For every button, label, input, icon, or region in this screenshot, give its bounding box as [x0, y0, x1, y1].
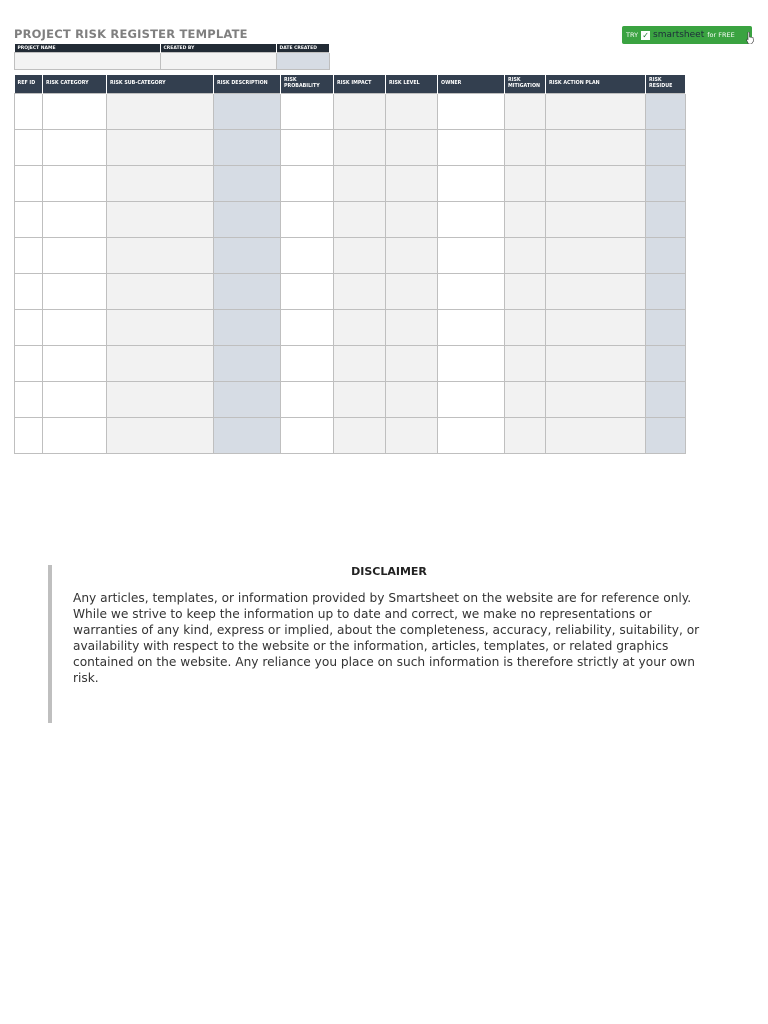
table-cell[interactable]: [334, 165, 386, 201]
column-header: RISK PROBABILITY: [281, 75, 334, 93]
table-cell[interactable]: [214, 237, 281, 273]
table-cell[interactable]: [15, 309, 43, 345]
table-cell[interactable]: [334, 309, 386, 345]
table-cell[interactable]: [546, 273, 646, 309]
try-smartsheet-button[interactable]: [622, 26, 752, 44]
table-cell[interactable]: [438, 237, 505, 273]
table-cell[interactable]: [15, 381, 43, 417]
table-cell[interactable]: [546, 309, 646, 345]
table-cell[interactable]: [107, 201, 214, 237]
table-cell[interactable]: [646, 165, 686, 201]
brand-label: smartsheet: [653, 30, 705, 40]
table-cell[interactable]: [281, 201, 334, 237]
risk-register-table: [14, 75, 686, 454]
column-header: RISK IMPACT: [334, 75, 386, 93]
table-cell[interactable]: [646, 417, 686, 453]
column-header: RISK LEVEL: [386, 75, 438, 93]
table-cell[interactable]: [281, 309, 334, 345]
table-cell[interactable]: [15, 273, 43, 309]
table-cell[interactable]: [43, 417, 107, 453]
column-header: RISK DESCRIPTION: [214, 75, 281, 93]
table-cell[interactable]: [438, 345, 505, 381]
table-cell[interactable]: [505, 381, 546, 417]
table-cell[interactable]: [107, 417, 214, 453]
hand-cursor-icon: [746, 32, 754, 44]
table-cell[interactable]: [334, 237, 386, 273]
table-cell[interactable]: [334, 93, 386, 129]
table-cell[interactable]: [15, 345, 43, 381]
table-cell[interactable]: [281, 273, 334, 309]
table-cell[interactable]: [43, 201, 107, 237]
table-cell[interactable]: [107, 237, 214, 273]
table-cell[interactable]: [281, 237, 334, 273]
table-cell[interactable]: [281, 93, 334, 129]
table-cell[interactable]: [214, 165, 281, 201]
table-cell[interactable]: [646, 309, 686, 345]
table-cell[interactable]: [386, 129, 438, 165]
column-header: REF ID: [15, 75, 43, 93]
column-header: RISK SUB-CATEGORY: [107, 75, 214, 93]
table-cell[interactable]: [646, 237, 686, 273]
date-created-header: DATE CREATED: [276, 44, 329, 53]
table-cell[interactable]: [107, 309, 214, 345]
table-cell[interactable]: [386, 417, 438, 453]
table-cell[interactable]: [386, 273, 438, 309]
created-by-header: CREATED BY: [160, 44, 276, 53]
table-cell[interactable]: [43, 93, 107, 129]
table-cell[interactable]: [107, 93, 214, 129]
table-cell[interactable]: [386, 345, 438, 381]
table-cell[interactable]: [546, 201, 646, 237]
table-cell[interactable]: [546, 93, 646, 129]
table-cell[interactable]: [281, 381, 334, 417]
table-cell[interactable]: [646, 345, 686, 381]
table-cell[interactable]: [505, 237, 546, 273]
table-cell[interactable]: [546, 237, 646, 273]
table-cell[interactable]: [43, 345, 107, 381]
table-row: [15, 129, 686, 165]
table-cell[interactable]: [438, 309, 505, 345]
table-cell[interactable]: [646, 381, 686, 417]
table-cell[interactable]: [15, 165, 43, 201]
table-cell[interactable]: [214, 273, 281, 309]
table-cell[interactable]: [386, 165, 438, 201]
for-free-label: for FREE: [707, 31, 735, 39]
table-cell[interactable]: [505, 273, 546, 309]
try-label: TRY: [626, 31, 639, 39]
table-row: [15, 201, 686, 237]
table-cell[interactable]: [334, 417, 386, 453]
register-header-row: [15, 75, 686, 93]
table-cell[interactable]: [43, 165, 107, 201]
table-cell[interactable]: [438, 417, 505, 453]
page-title: PROJECT RISK REGISTER TEMPLATE: [14, 27, 248, 41]
table-cell[interactable]: [281, 165, 334, 201]
project-name-cell[interactable]: [15, 53, 161, 70]
table-cell[interactable]: [438, 201, 505, 237]
table-cell[interactable]: [505, 93, 546, 129]
table-cell[interactable]: [438, 165, 505, 201]
table-cell[interactable]: [214, 201, 281, 237]
table-cell[interactable]: [646, 201, 686, 237]
table-cell[interactable]: [546, 417, 646, 453]
table-row: [15, 165, 686, 201]
table-row: [15, 273, 686, 309]
table-cell[interactable]: [546, 165, 646, 201]
table-cell[interactable]: [646, 93, 686, 129]
table-cell[interactable]: [107, 381, 214, 417]
smartsheet-logo-icon: ✓: [642, 30, 649, 40]
table-cell[interactable]: [107, 273, 214, 309]
table-row: [15, 237, 686, 273]
table-cell[interactable]: [438, 273, 505, 309]
table-cell[interactable]: [281, 345, 334, 381]
disclaimer-body: Any articles, templates, or information provided by Smartsheet on the website are for reference only. While we strive to keep the information up to date and correct, we make no representations or warranties of any kind, express or implied, about the completeness, accuracy, reliability, suitability, or availability with respect to the website or the information, articles, templates, or related graphics contained on the website. Any reliance you place on such information is therefore strictly at your own risk.: [73, 591, 700, 685]
column-header: OWNER: [438, 75, 505, 93]
table-cell[interactable]: [386, 309, 438, 345]
table-cell[interactable]: [15, 417, 43, 453]
table-cell[interactable]: [214, 129, 281, 165]
table-cell[interactable]: [646, 273, 686, 309]
table-cell[interactable]: [15, 129, 43, 165]
table-cell[interactable]: [107, 165, 214, 201]
table-cell[interactable]: [505, 417, 546, 453]
project-info-table: [14, 44, 330, 70]
table-cell[interactable]: [15, 201, 43, 237]
table-cell[interactable]: [43, 129, 107, 165]
project-name-header: PROJECT NAME: [15, 44, 161, 53]
table-cell[interactable]: [281, 417, 334, 453]
table-cell[interactable]: [505, 201, 546, 237]
disclaimer-bar: [48, 565, 52, 723]
table-cell[interactable]: [214, 93, 281, 129]
table-cell[interactable]: [386, 201, 438, 237]
table-row: [15, 345, 686, 381]
table-cell[interactable]: [334, 345, 386, 381]
table-cell[interactable]: [438, 93, 505, 129]
table-cell[interactable]: [214, 381, 281, 417]
date-created-cell[interactable]: [276, 53, 329, 70]
table-cell[interactable]: [334, 201, 386, 237]
column-header: RISK MITIGATION: [505, 75, 546, 93]
table-cell[interactable]: [43, 381, 107, 417]
table-cell[interactable]: [334, 273, 386, 309]
created-by-cell[interactable]: [160, 53, 276, 70]
table-row: [15, 417, 686, 453]
table-cell[interactable]: [505, 345, 546, 381]
table-cell[interactable]: [546, 129, 646, 165]
table-cell[interactable]: [15, 237, 43, 273]
table-cell[interactable]: [281, 129, 334, 165]
table-cell[interactable]: [107, 345, 214, 381]
table-cell[interactable]: [43, 309, 107, 345]
table-cell[interactable]: [646, 129, 686, 165]
table-cell[interactable]: [43, 237, 107, 273]
table-cell[interactable]: [505, 309, 546, 345]
column-header: RISK RESIDUE: [646, 75, 686, 93]
table-cell[interactable]: [214, 309, 281, 345]
table-cell[interactable]: [546, 381, 646, 417]
table-cell[interactable]: [546, 345, 646, 381]
table-cell[interactable]: [214, 417, 281, 453]
table-cell[interactable]: [505, 165, 546, 201]
table-cell[interactable]: [386, 93, 438, 129]
disclaimer-title: DISCLAIMER: [351, 565, 427, 578]
table-cell[interactable]: [334, 381, 386, 417]
table-cell[interactable]: [505, 129, 546, 165]
table-cell[interactable]: [386, 237, 438, 273]
table-cell[interactable]: [438, 381, 505, 417]
table-row: [15, 381, 686, 417]
column-header: RISK ACTION PLAN: [546, 75, 646, 93]
table-cell[interactable]: [438, 129, 505, 165]
table-cell[interactable]: [15, 93, 43, 129]
table-cell[interactable]: [334, 129, 386, 165]
table-cell[interactable]: [214, 345, 281, 381]
table-row: [15, 309, 686, 345]
column-header: RISK CATEGORY: [43, 75, 107, 93]
table-row: [15, 93, 686, 129]
table-cell[interactable]: [386, 381, 438, 417]
table-cell[interactable]: [107, 129, 214, 165]
table-cell[interactable]: [43, 273, 107, 309]
